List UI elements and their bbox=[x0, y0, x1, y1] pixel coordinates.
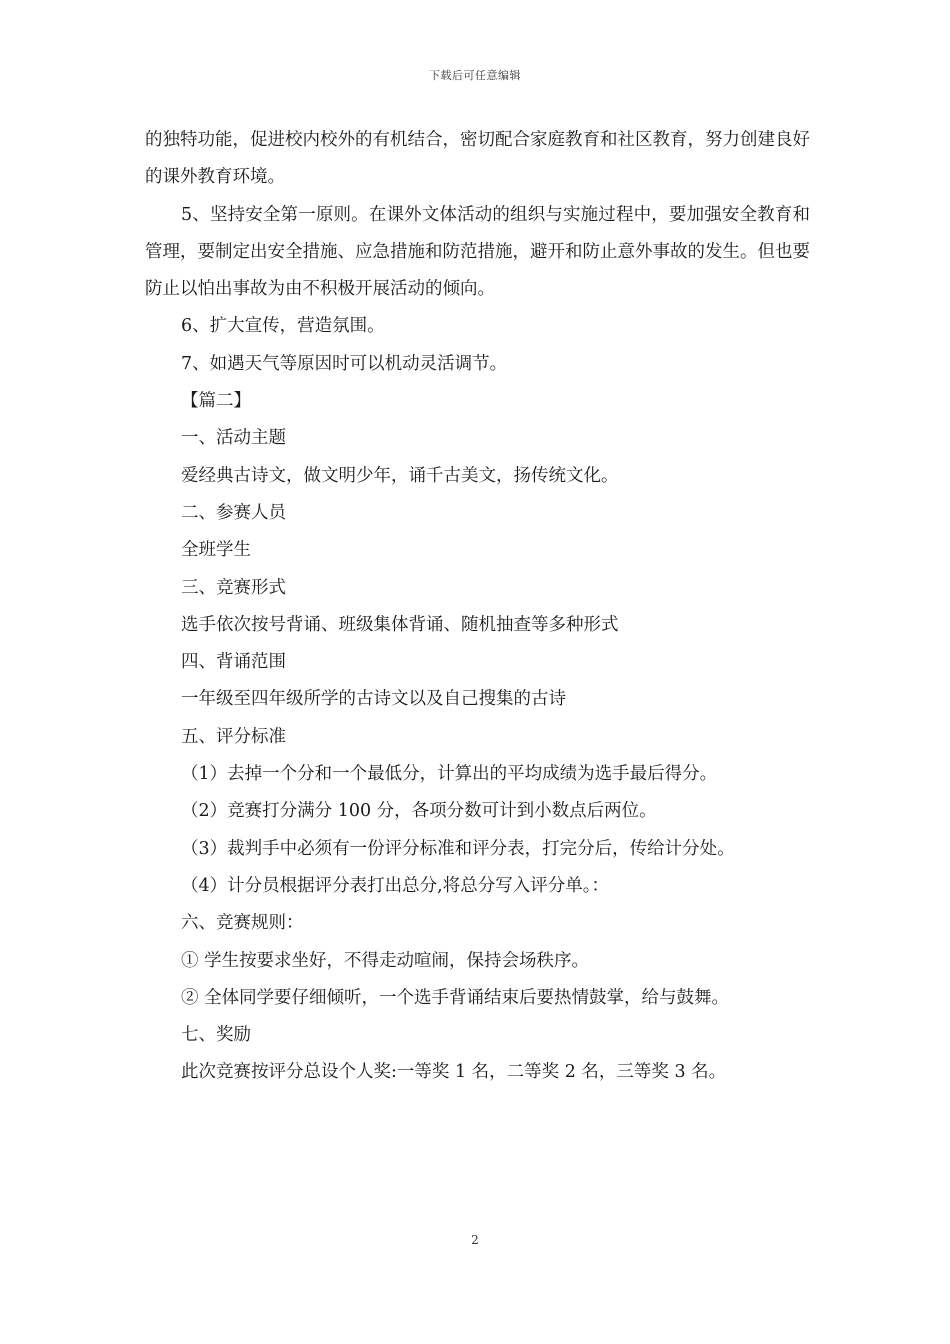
paragraph: 的独特功能，促进校内校外的有机结合，密切配合家庭教育和社区教育，努力创建良好的课外教育环境。 bbox=[145, 130, 810, 188]
document-body bbox=[145, 122, 810, 1092]
paragraph: 全班学生 bbox=[181, 540, 251, 561]
paragraph: 5、坚持安全第一原则。在课外文体活动的组织与实施过程中，要加强安全教育和管理，要制定出安全措施、应急措施和防范措施，避开和防止意外事故的发生。但也要防止以怕出事故为由不积极开展活动的倾向。 bbox=[145, 204, 810, 300]
page-header: 下载后可任意编辑 bbox=[429, 69, 521, 82]
list-item: （2）竞赛打分满分 100 分，各项分数可计到小数点后两位。 bbox=[181, 801, 657, 822]
list-item: （1）去掉一个分和一个最低分，计算出的平均成绩为选手最后得分。 bbox=[181, 764, 718, 785]
paragraph: 一年级至四年级所学的古诗文以及自己搜集的古诗 bbox=[181, 689, 566, 710]
section-heading: 六、竞赛规则： bbox=[181, 913, 304, 934]
list-item: ① 学生按要求坐好，不得走动喧闹，保持会场秩序。 bbox=[181, 950, 590, 971]
section-marker: 【篇二】 bbox=[181, 391, 251, 412]
paragraph: 选手依次按号背诵、班级集体背诵、随机抽查等多种形式 bbox=[181, 614, 619, 635]
section-heading: 七、奖励 bbox=[181, 1025, 251, 1046]
paragraph: 6、扩大宣传，营造氛围。 bbox=[181, 316, 385, 337]
section-heading: 三、竞赛形式 bbox=[181, 577, 286, 598]
list-item: （4）计分员根据评分表打出总分,将总分写入评分单。： bbox=[181, 875, 609, 896]
section-heading: 四、背诵范围 bbox=[181, 652, 286, 673]
section-heading: 一、活动主题 bbox=[181, 428, 286, 449]
paragraph: 爱经典古诗文，做文明少年，诵千古美文，扬传统文化。 bbox=[181, 465, 619, 486]
section-heading: 五、评分标准 bbox=[181, 726, 286, 747]
list-item: （3）裁判手中必须有一份评分标准和评分表，打完分后，传给计分处。 bbox=[181, 838, 735, 859]
paragraph: 7、如遇天气等原因时可以机动灵活调节。 bbox=[181, 353, 508, 374]
page-number: 2 bbox=[471, 1233, 479, 1247]
list-item: ② 全体同学要仔细倾听，一个选手背诵结束后要热情鼓掌，给与鼓舞。 bbox=[181, 987, 730, 1008]
section-heading: 二、参赛人员 bbox=[181, 502, 286, 523]
paragraph: 此次竞赛按评分总设个人奖:一等奖 1 名，二等奖 2 名，三等奖 3 名。 bbox=[181, 1062, 727, 1083]
